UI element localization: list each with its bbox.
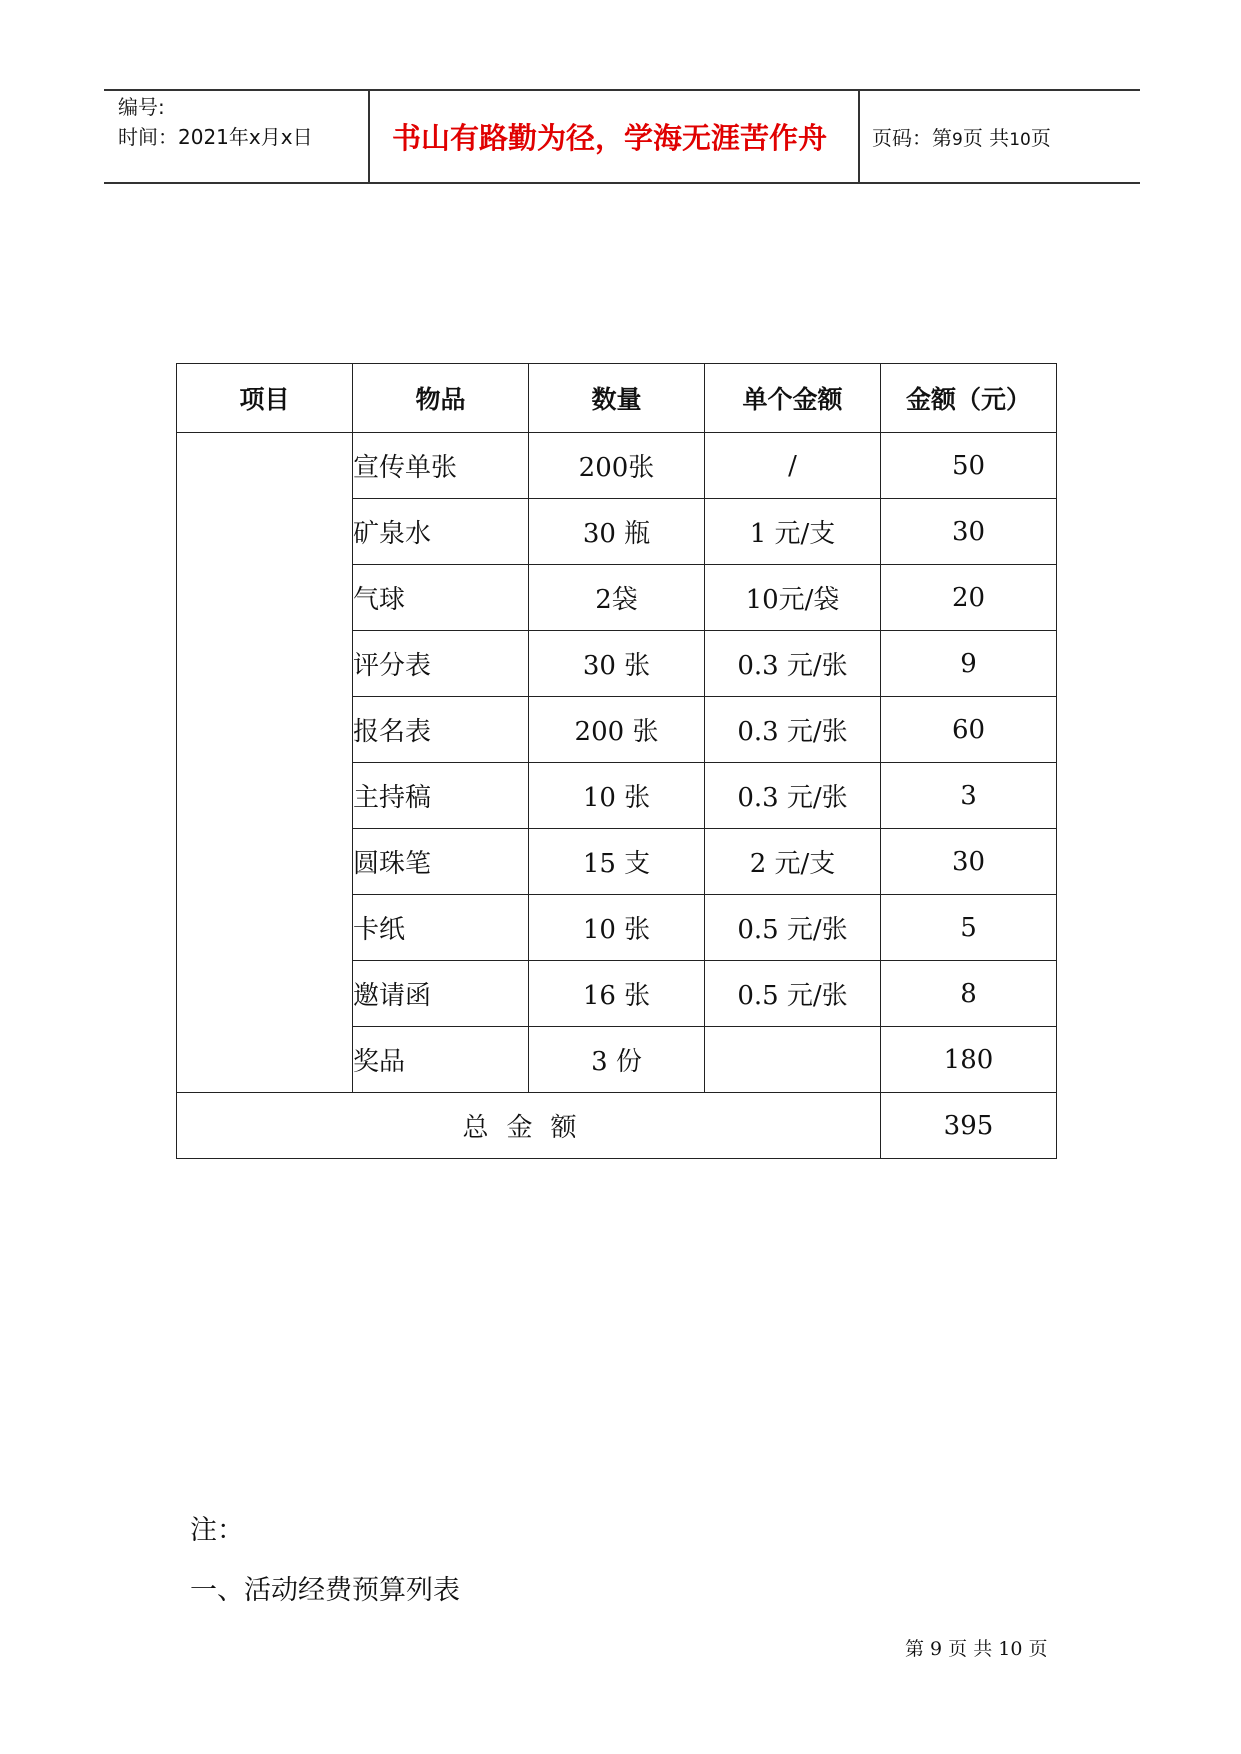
qty-cell: 10 张 [529,895,705,961]
unit-cell: 0.5 元/张 [705,895,881,961]
total-label: 总金额 [177,1093,881,1159]
unit-cell: 2 元/支 [705,829,881,895]
item-cell: 奖品 [353,1027,529,1093]
serial-label: 编号: [118,95,165,119]
item-cell: 宣传单张 [353,433,529,499]
table-row [177,433,1057,499]
header-page-number [872,122,1051,151]
amount-cell: 180 [881,1027,1057,1093]
unit-cell: 1 元/支 [705,499,881,565]
page-total: 10 [1009,130,1031,150]
amount-cell: 20 [881,565,1057,631]
qty-cell: 2袋 [529,565,705,631]
page-middle: 页 共 [962,126,1010,150]
project-cell [177,433,353,1093]
header-divider-right [858,89,860,183]
total-row [177,1093,1057,1159]
qty-cell: 200张 [529,433,705,499]
budget-table [176,363,1057,1159]
header-meta [118,92,313,152]
header-item: 物品 [353,364,529,433]
qty-cell: 200 张 [529,697,705,763]
amount-cell: 30 [881,829,1057,895]
page-current: 9 [952,130,963,150]
amount-cell: 5 [881,895,1057,961]
page-prefix: 页码：第 [872,126,952,150]
header-motto: 书山有路勤为径，学海无涯苦作舟 [392,121,828,155]
item-cell: 邀请函 [353,961,529,1027]
item-cell: 卡纸 [353,895,529,961]
amount-cell: 9 [881,631,1057,697]
amount-cell: 30 [881,499,1057,565]
header-amount: 金额（元） [881,364,1057,433]
table-header-row [177,364,1057,433]
qty-cell: 30 张 [529,631,705,697]
note-label: 注： [190,1515,244,1546]
header-divider-left [368,89,370,183]
page-suffix: 页 [1030,126,1051,150]
unit-cell: 0.3 元/张 [705,697,881,763]
header-quantity: 数量 [529,364,705,433]
header-bottom-rule [104,182,1140,184]
amount-cell: 3 [881,763,1057,829]
amount-cell: 60 [881,697,1057,763]
item-cell: 气球 [353,565,529,631]
item-cell: 报名表 [353,697,529,763]
qty-cell: 15 支 [529,829,705,895]
unit-cell: 10元/袋 [705,565,881,631]
qty-cell: 3 份 [529,1027,705,1093]
page-footer: 第 9 页 共 10 页 [905,1638,1048,1660]
unit-cell: 0.3 元/张 [705,631,881,697]
item-cell: 矿泉水 [353,499,529,565]
unit-cell [705,1027,881,1093]
unit-cell: 0.3 元/张 [705,763,881,829]
header-project: 项目 [177,364,353,433]
qty-cell: 10 张 [529,763,705,829]
unit-cell: / [705,433,881,499]
header-unit-price: 单个金额 [705,364,881,433]
item-cell: 评分表 [353,631,529,697]
amount-cell: 50 [881,433,1057,499]
header-top-rule [104,89,1140,91]
item-cell: 圆珠笔 [353,829,529,895]
total-value: 395 [881,1093,1057,1159]
item-cell: 主持稿 [353,763,529,829]
qty-cell: 30 瓶 [529,499,705,565]
time-label: 时间：2021年x月x日 [118,125,313,149]
qty-cell: 16 张 [529,961,705,1027]
amount-cell: 8 [881,961,1057,1027]
note-item: 一、活动经费预算列表 [190,1575,460,1606]
unit-cell: 0.5 元/张 [705,961,881,1027]
